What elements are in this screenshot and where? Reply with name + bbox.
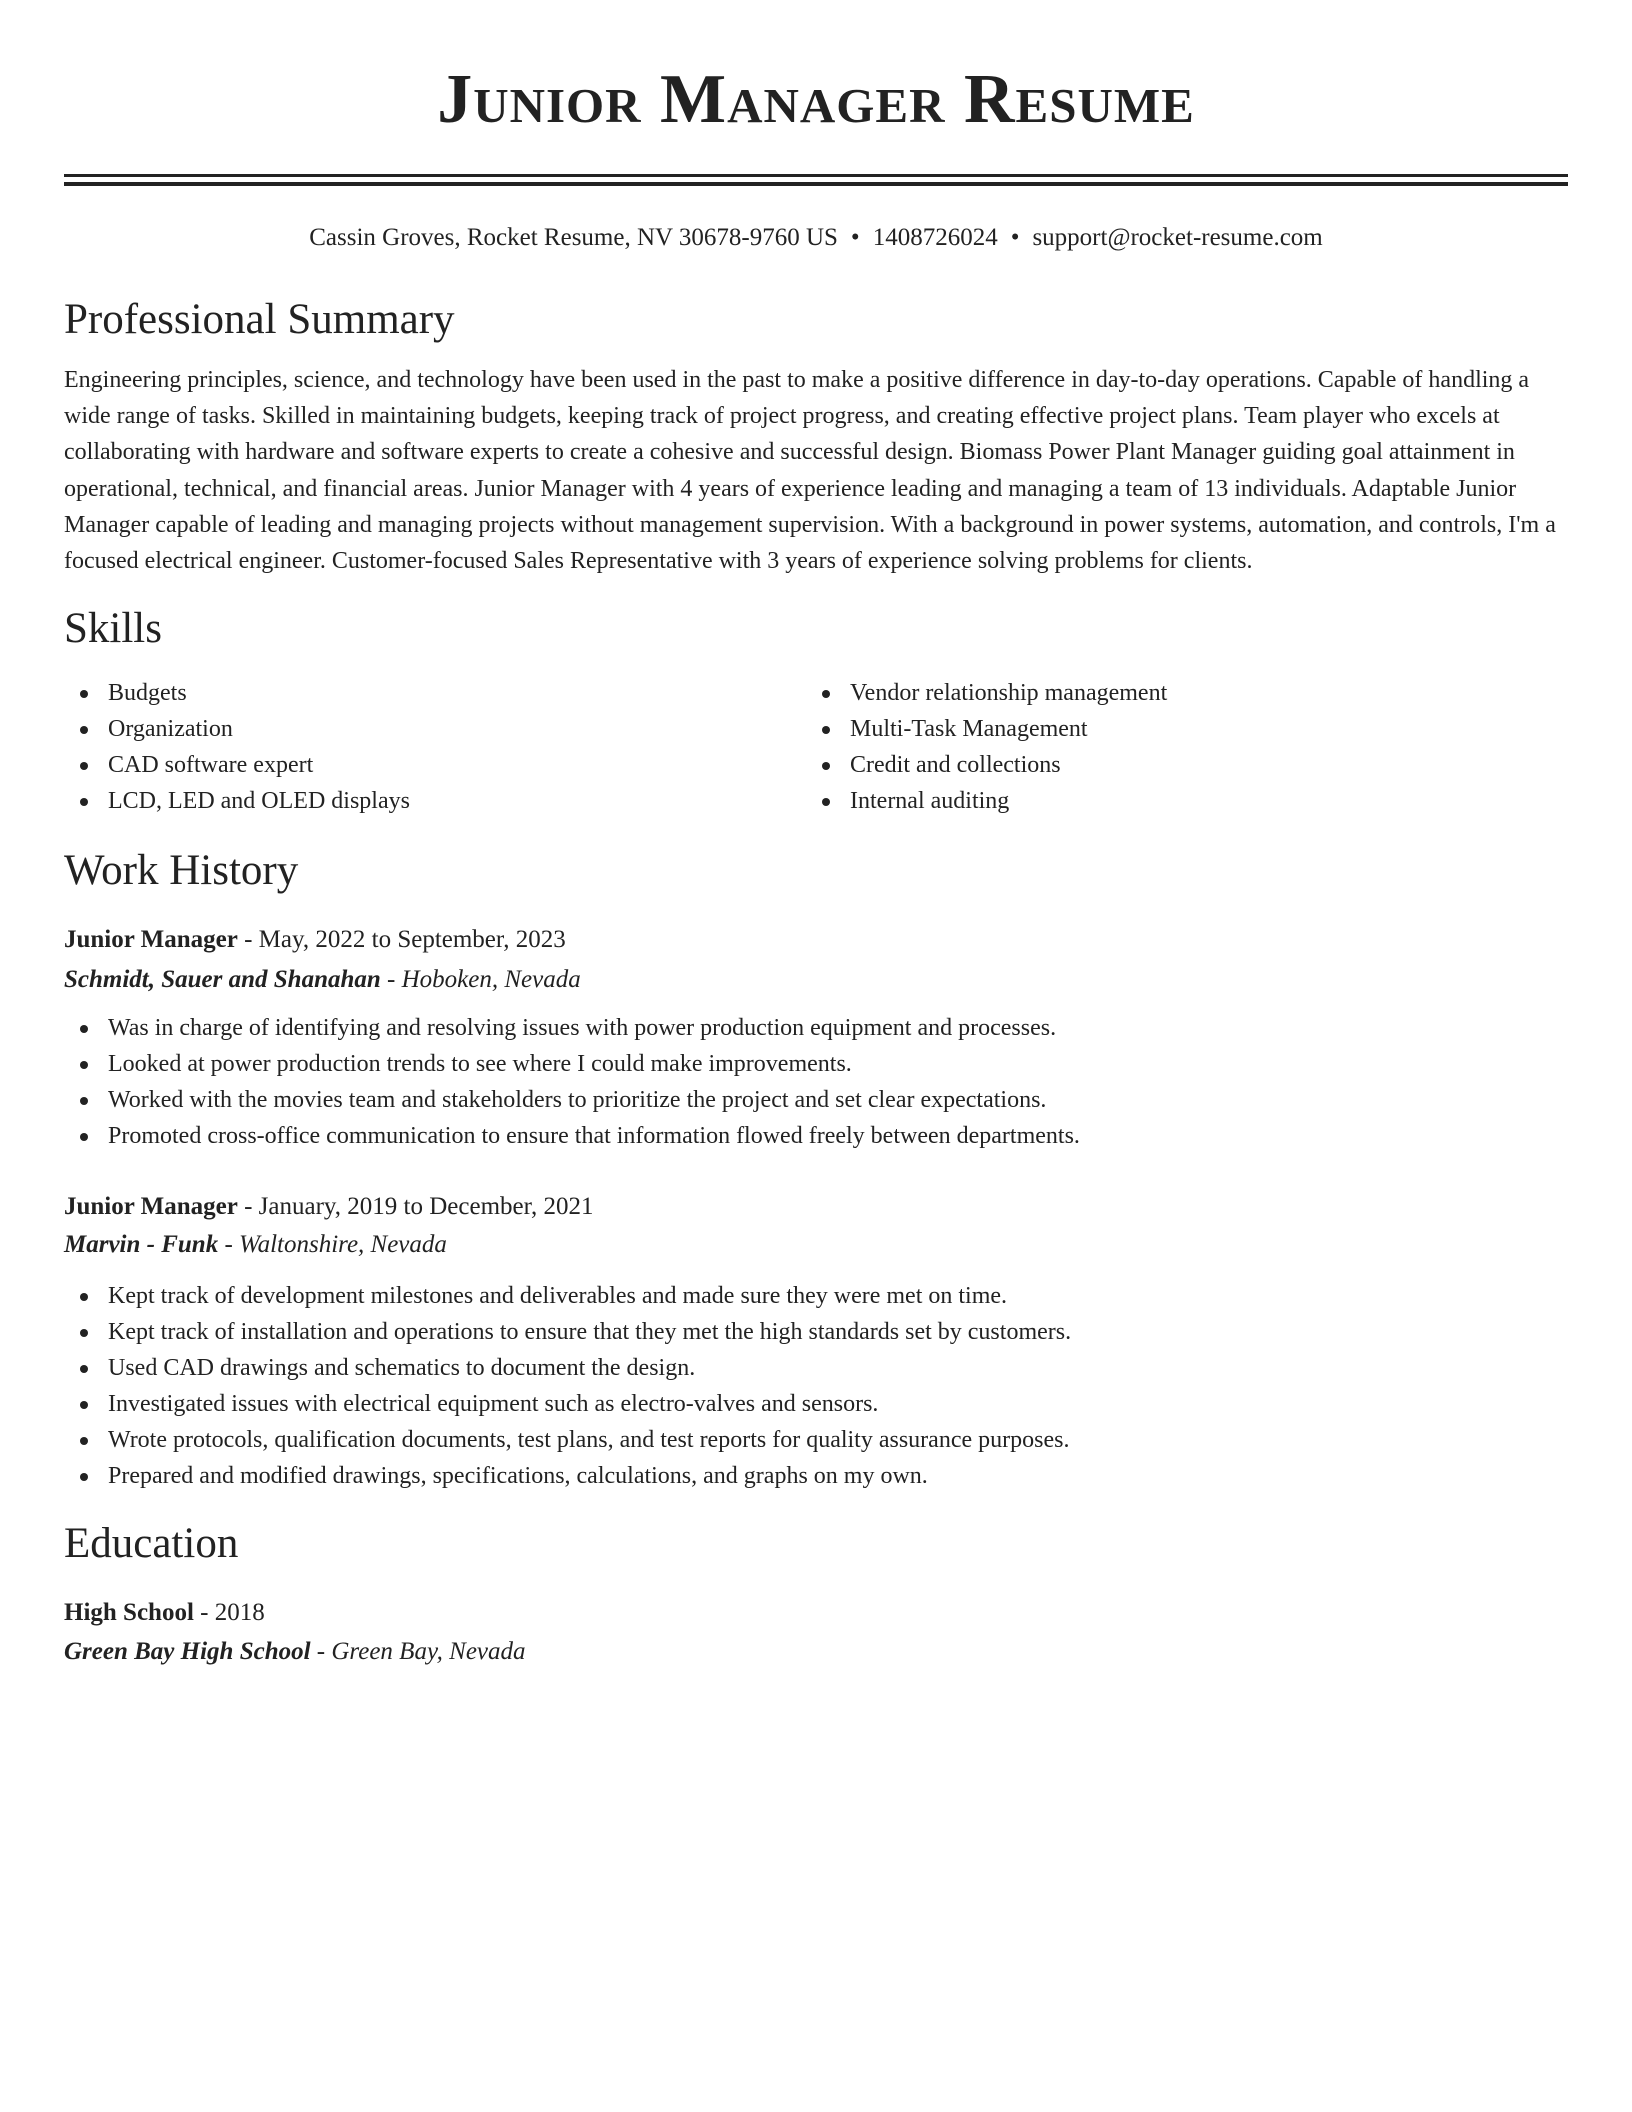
skill-item: Vendor relationship management — [806, 675, 1548, 711]
job-role: Junior Manager — [64, 1193, 238, 1221]
job-company: Schmidt, Sauer and Shanahan — [64, 966, 381, 994]
job-duty-item: Prepared and modified drawings, specifications, calculations, and graphs on my own. — [64, 1458, 1568, 1494]
skill-item: Multi-Task Management — [806, 711, 1548, 747]
job-duty-item: Investigated issues with electrical equipment such as electro-valves and sensors. — [64, 1386, 1568, 1422]
resume-title: Junior Manager Resume — [437, 61, 1195, 138]
dash-separator: - — [237, 1193, 259, 1221]
dash-separator: - — [310, 1638, 332, 1666]
job-duties-list — [64, 1278, 1568, 1494]
skill-item: CAD software expert — [64, 747, 806, 783]
section-heading-summary: Professional Summary — [64, 296, 455, 343]
job-duty-item: Kept track of development milestones and deliverables and made sure they were met on time. — [64, 1278, 1568, 1314]
skills-column-left — [64, 675, 806, 819]
dash-separator: - — [218, 1231, 240, 1259]
education-location: Green Bay, Nevada — [331, 1638, 526, 1666]
contact-line — [64, 222, 1568, 254]
contact-phone: 1408726024 — [872, 224, 998, 251]
skills-column-right — [806, 675, 1548, 819]
education-year: 2018 — [214, 1599, 265, 1627]
education-institution — [64, 1633, 1568, 1671]
job-location: Hoboken, Nevada — [401, 966, 581, 994]
work-history-section — [64, 845, 1568, 1494]
dash-separator: - — [237, 926, 259, 954]
job-entry — [64, 921, 1568, 1154]
skill-item: Credit and collections — [806, 747, 1548, 783]
job-employer — [64, 961, 1568, 999]
job-duty-item: Looked at power production trends to see where I could make improvements. — [64, 1046, 1568, 1082]
job-employer — [64, 1226, 1568, 1264]
job-duty-item: Was in charge of identifying and resolving issues with power production equipment and processes. — [64, 1010, 1568, 1046]
job-duty-item: Kept track of installation and operations to ensure that they met the high standards set by customers. — [64, 1314, 1568, 1350]
contact-separator: • — [1010, 224, 1020, 251]
job-entry — [64, 1188, 1568, 1494]
skills-section — [64, 603, 1568, 819]
education-heading — [64, 1594, 1568, 1632]
section-heading-skills: Skills — [64, 605, 162, 653]
section-heading-education: Education — [64, 1520, 239, 1568]
professional-summary-section — [64, 294, 1568, 579]
education-entry — [64, 1594, 1568, 1671]
skill-item: Budgets — [64, 675, 806, 711]
job-duty-item: Promoted cross-office communication to ensure that information flowed freely between departments. — [64, 1118, 1568, 1154]
job-duty-item: Worked with the movies team and stakeholders to prioritize the project and set clear expectations. — [64, 1082, 1568, 1118]
education-degree: High School — [64, 1599, 194, 1627]
job-duty-item: Wrote protocols, qualification documents, test plans, and test reports for quality assurance purposes. — [64, 1422, 1568, 1458]
dash-separator: - — [193, 1599, 215, 1627]
contact-separator: • — [850, 224, 860, 251]
job-role: Junior Manager — [64, 926, 238, 954]
education-section — [64, 1518, 1568, 1671]
skill-item: LCD, LED and OLED displays — [64, 783, 806, 819]
section-heading-work-history: Work History — [64, 847, 299, 895]
title-double-rule — [64, 174, 1568, 186]
contact-email: support@rocket-resume.com — [1032, 224, 1323, 251]
job-location: Waltonshire, Nevada — [239, 1231, 447, 1259]
job-dates: January, 2019 to December, 2021 — [258, 1193, 594, 1221]
skills-grid — [64, 675, 1568, 819]
job-dates: May, 2022 to September, 2023 — [258, 926, 566, 954]
summary-text: Engineering principles, science, and technology have been used in the past to make a positive difference in day-to-day operations. Capable of handling a wide range of tasks. Skilled in maintaining budgets, keeping track of project progress, and creating effective project plans. Team player who excels at collaborating with hardware and software experts to create a cohesive and successful design. Biomass Power Plant Manager guiding goal attainment in operational, technical, and financial areas. Junior Manager with 4 years of experience leading and managing a team of 13 individuals. Adaptable Junior Manager capable of leading and managing projects without management supervision. With a background in power systems, automation, and controls, I'm a focused electrical engineer. Customer-focused Sales Representative with 3 years of experience solving problems for clients. — [64, 367, 1556, 575]
job-duties-list — [64, 1010, 1568, 1154]
dash-separator: - — [380, 966, 402, 994]
contact-address: Cassin Groves, Rocket Resume, NV 30678-9760 US — [309, 224, 838, 251]
skill-item: Internal auditing — [806, 783, 1548, 819]
job-heading — [64, 921, 1568, 959]
job-duty-item: Used CAD drawings and schematics to document the design. — [64, 1350, 1568, 1386]
job-company: Marvin - Funk — [64, 1231, 219, 1259]
education-school: Green Bay High School — [64, 1638, 311, 1666]
job-heading — [64, 1188, 1568, 1226]
skill-item: Organization — [64, 711, 806, 747]
